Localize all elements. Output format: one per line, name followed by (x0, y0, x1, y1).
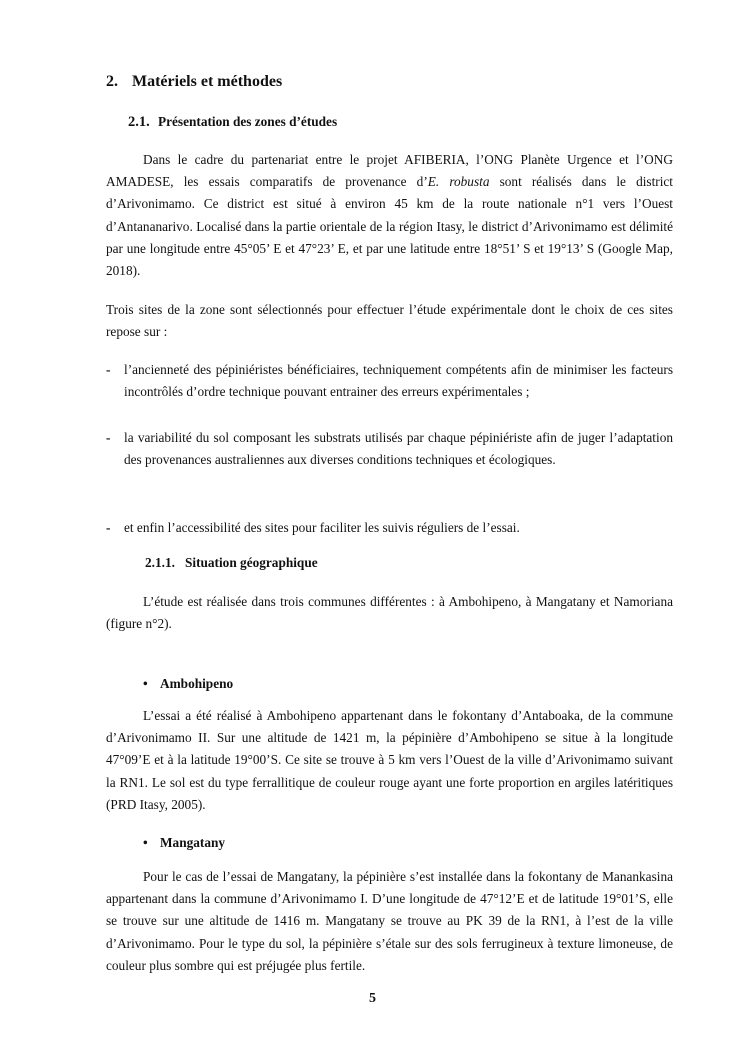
sites-intro-paragraph: Trois sites de la zone sont sélectionnés pour effectuer l’étude expérimentale dont le choix de ces sites repose sur : (106, 302, 673, 340)
intro-text-end: sont réalisés dans le district d’Arivonimamo. Ce district est situé à environ 45 km de la route nationale n°1 vers l’Ouest d’Antananarivo. Localisé dans la partie orientale de la région Itasy, le district d’Arivonimamo est délimité par une longitude entre 45°05’ E et 47°23’ E, et par une latitude entre 18°51’ S et 19°13’ S (Google Map, 2018). (106, 174, 674, 279)
criteria-item (106, 427, 673, 471)
section-number: 2. (106, 73, 118, 90)
subsubsection-number: 2.1.1. (145, 555, 175, 570)
list-dash: - (106, 430, 111, 445)
criteria-item (106, 359, 673, 403)
bullet-icon: • (143, 676, 148, 691)
subsection-title: Présentation des zones d’études (158, 114, 338, 129)
intro-text-start: Dans le cadre du partenariat entre le projet AFIBERIA, l’ONG Planète Urgence et l’ONG AMADESE, les essais comparatifs de provenance d’ (106, 152, 673, 190)
section-heading (106, 70, 282, 94)
site-paragraph-mangatany: Pour le cas de l’essai de Mangatany, la pépinière s’est installée dans la fokontany de Manankasina appartenant dans la commune d’Arivonimamo I. D’une longitude de 47°12’E et de latitude 19°01’S, elle se trouve sur une altitude de 1416 m. Mangatany se trouve au PK 39 de la RN1, à l’est de la ville d’Arivonimamo. Pour le type du sol, la pépinière s’étale sur des sols ferrugineux à texture limoneuse, de couleur plus sombre qui est préjugée plus fertile. (106, 869, 673, 973)
criteria-item (106, 517, 673, 539)
subsection-number: 2.1. (128, 114, 150, 130)
page-number: 5 (369, 991, 376, 1006)
criteria-text: et enfin l’accessibilité des sites pour faciliter les suivis réguliers de l’essai. (124, 520, 520, 535)
criteria-text: l’ancienneté des pépiniéristes bénéficiaires, techniquement compétents afin de minimiser les facteurs incontrôlés d’ordre technique pouvant entrainer des erreurs expérimentales ; (124, 362, 673, 400)
list-dash: - (106, 362, 111, 377)
bullet-icon: • (143, 835, 148, 850)
site-heading-ambohipeno (143, 673, 233, 695)
species-name: E. robusta (427, 174, 490, 190)
site-heading-mangatany (143, 832, 225, 854)
section-title: Matériels et méthodes (132, 73, 283, 90)
geo-intro-paragraph: L’étude est réalisée dans trois communes différentes : à Ambohipeno, à Mangatany et Namoriana (figure n°2). (106, 594, 673, 632)
site-name: Ambohipeno (160, 676, 234, 691)
subsubsection-title: Situation géographique (185, 555, 318, 570)
site-name: Mangatany (160, 835, 226, 850)
subsection-heading (128, 111, 337, 133)
site-paragraph-ambohipeno: L’essai a été réalisé à Ambohipeno appartenant dans le fokontany d’Antaboaka, de la commune d’Arivonimamo II. Sur une altitude de 1421 m, la pépinière d’Ambohipeno se situe à la longitude 47°09’E et à la latitude 19°00’S. Ce site se trouve à 5 km vers l’Ouest de la ville d’Arivonimamo suivant la RN1. Le sol est du type ferrallitique de couleur rouge ayant une forte proportion en argiles latéritiques (PRD Itasy, 2005). (106, 708, 673, 812)
list-dash: - (106, 520, 111, 535)
intro-paragraph (106, 149, 673, 282)
criteria-text: la variabilité du sol composant les substrats utilisés par chaque pépiniériste afin de juger l’adaptation des provenances australiennes aux diverses conditions techniques et écologiques. (124, 430, 673, 468)
subsubsection-heading (145, 552, 318, 574)
